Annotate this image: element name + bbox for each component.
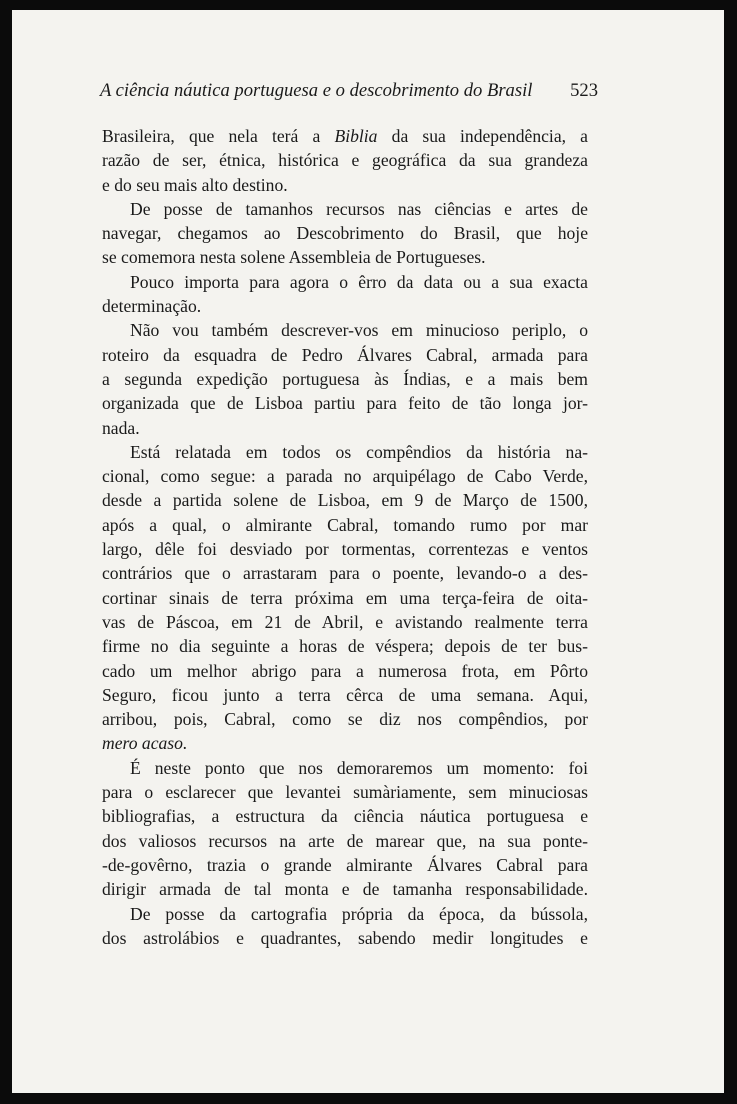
running-title: A ciência náutica portuguesa e o descobrimento do Brasil [100,80,533,101]
text-line: arribou, pois, Cabral, como se diz nos compêndios, por [102,709,588,730]
text-line: dirigir armada de tal monta e de tamanha responsabilidade. [102,879,588,900]
text-line: após a qual, o almirante Cabral, tomando rumo por mar [102,514,588,535]
paragraph [102,318,588,439]
paragraph [102,756,588,902]
text-line: razão de ser, étnica, histórica e geográfica da sua grandeza [102,150,588,171]
text-body [102,124,588,950]
italic-phrase: mero acaso. [102,733,188,754]
text-line: cional, como segue: a parada no arquipélago de Cabo Verde, [102,466,588,487]
paragraph [102,902,588,951]
paragraph [102,440,588,756]
text-line: De posse da cartografia própria da época, da bússola, [130,903,588,924]
text-line: Pouco importa para agora o êrro da data ou a sua exacta [130,271,588,292]
text-line: organizada que de Lisboa partiu para feito de tão longa jor- [102,393,588,414]
text-line: Brasileira, que nela terá a Biblia da sua independência, a [102,126,588,146]
italic-word: Biblia [334,126,378,146]
text-line: cortinar sinais de terra próxima em uma terça-feira de oita- [102,587,588,608]
book-page [12,10,724,1093]
text-line: Não vou também descrever-vos em minucioso periplo, o [130,320,588,341]
text-line: largo, dêle foi desviado por tormentas, correntezas e ventos [102,539,588,560]
text-line: navegar, chegamos ao Descobrimento do Brasil, que hoje [102,223,588,244]
text-line: desde a partida solene de Lisboa, em 9 de Março de 1500, [102,490,588,511]
paragraph [102,270,588,319]
text-line: É neste ponto que nos demoraremos um momento: foi [130,757,588,778]
text-line: bibliografias, a estructura da ciência náutica portuguesa e [102,806,588,827]
text-line [102,731,588,755]
running-header [100,80,598,110]
text-line: Seguro, ficou junto a terra cêrca de uma semana. Aqui, [102,684,588,705]
text-line: para o esclarecer que levantei sumàriamente, sem minuciosas [102,782,588,803]
text-line: roteiro da esquadra de Pedro Álvares Cabral, armada para [102,344,588,365]
text-line: -de-govêrno, trazia o grande almirante Álvares Cabral para [102,854,588,875]
text-line: dos astrolábios e quadrantes, sabendo medir longitudes e [102,927,588,948]
page-number: 523 [570,80,598,101]
text-line: contrários que o arrastaram para o poente, levando-o a des- [102,563,588,584]
text-line: nada. [102,417,140,438]
text-line: dos valiosos recursos na arte de marear que, na sua ponte- [102,830,588,851]
text-line: se comemora nesta solene Assembleia de Portugueses. [102,247,486,268]
text-line: e do seu mais alto destino. [102,174,288,195]
text-line: cado um melhor abrigo para a numerosa frota, em Pôrto [102,660,588,681]
paragraph [102,197,588,270]
text-line: firme no dia seguinte a horas de véspera; depois de ter bus- [102,636,588,657]
text-line: a segunda expedição portuguesa às Índias, e a mais bem [102,368,588,389]
text-line: Está relatada em todos os compêndios da história na- [130,441,588,462]
text-line: vas de Páscoa, em 21 de Abril, e avistando realmente terra [102,611,588,632]
text-line: determinação. [102,296,202,317]
text-line: De posse de tamanhos recursos nas ciências e artes de [130,198,588,219]
paragraph [102,124,588,197]
